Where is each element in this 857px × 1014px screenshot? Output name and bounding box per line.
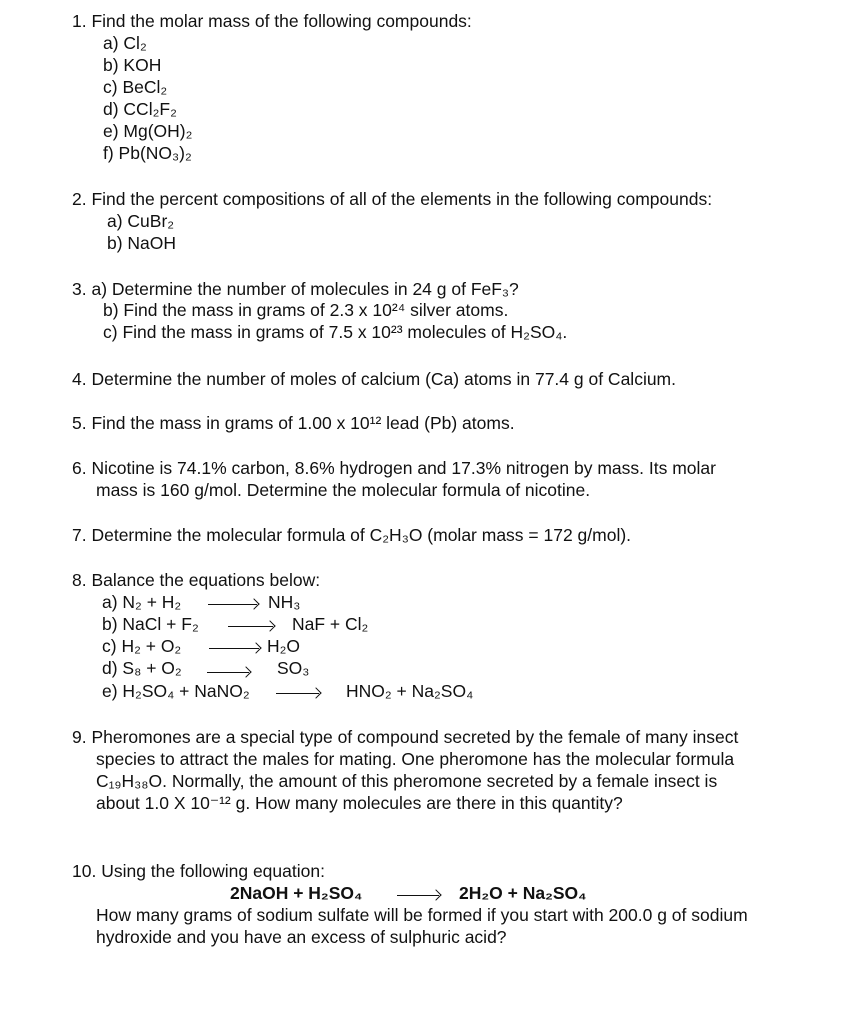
equation-b-products: NaF + Cl₂ xyxy=(292,614,369,634)
equation-e-products: HNO₂ + Na₂SO₄ xyxy=(346,681,474,701)
question-2-item-a: a) CuBr₂ xyxy=(107,211,175,231)
equation-b-reactants: b) NaCl + F₂ xyxy=(102,614,199,634)
question-9-line-4: about 1.0 X 10⁻¹² g. How many molecules are there in this quantity? xyxy=(96,793,623,813)
question-1-item-a: a) Cl₂ xyxy=(103,33,147,53)
equation-d-products: SO₃ xyxy=(277,658,310,678)
reaction-arrow-icon xyxy=(208,604,257,605)
reaction-arrow-icon xyxy=(209,648,259,649)
question-7: 7. Determine the molecular formula of C₂H₃O (molar mass = 172 g/mol). xyxy=(72,525,632,545)
reaction-arrow-icon xyxy=(207,672,249,673)
reaction-arrow-icon xyxy=(228,626,273,627)
question-10-line-2: hydroxide and you have an excess of sulphuric acid? xyxy=(96,927,507,947)
equation-c-products: H₂O xyxy=(267,636,301,656)
question-1-item-e: e) Mg(OH)₂ xyxy=(103,121,193,141)
equation-d-reactants: d) S₈ + O₂ xyxy=(102,658,182,678)
question-1-stem: 1. Find the molar mass of the following compounds: xyxy=(72,11,472,31)
reaction-arrow-icon xyxy=(276,693,319,694)
question-2-item-b: b) NaOH xyxy=(107,233,177,253)
question-9-line-1: 9. Pheromones are a special type of compound secreted by the female of many insect xyxy=(72,727,739,747)
question-6-line-1: 6. Nicotine is 74.1% carbon, 8.6% hydrogen and 17.3% nitrogen by mass. Its molar xyxy=(72,458,716,478)
question-10-stem: 10. Using the following equation: xyxy=(72,861,325,881)
question-1-item-f: f) Pb(NO₃)₂ xyxy=(103,143,192,163)
question-2-stem: 2. Find the percent compositions of all of the elements in the following compounds: xyxy=(72,189,713,209)
question-3-part-b: b) Find the mass in grams of 2.3 x 10²⁴ silver atoms. xyxy=(103,300,509,320)
question-8-stem: 8. Balance the equations below: xyxy=(72,570,321,590)
equation-a-products: NH₃ xyxy=(268,592,301,612)
equation-a-reactants: a) N₂ + H₂ xyxy=(102,592,182,612)
question-6-line-2: mass is 160 g/mol. Determine the molecular formula of nicotine. xyxy=(96,480,591,500)
question-9-line-2: species to attract the males for mating. One pheromone has the molecular formula xyxy=(96,749,735,769)
question-9-line-3: C₁₉H₃₈O. Normally, the amount of this pheromone secreted by a female insect is xyxy=(96,771,718,791)
question-3-part-c: c) Find the mass in grams of 7.5 x 10²³ molecules of H₂SO₄. xyxy=(103,322,568,342)
question-1-item-c: c) BeCl₂ xyxy=(103,77,168,97)
reaction-arrow-icon xyxy=(397,895,439,896)
equation-e-reactants: e) H₂SO₄ + NaNO₂ xyxy=(102,681,250,701)
equation-c-reactants: c) H₂ + O₂ xyxy=(102,636,182,656)
question-4: 4. Determine the number of moles of calcium (Ca) atoms in 77.4 g of Calcium. xyxy=(72,369,676,389)
question-1-item-b: b) KOH xyxy=(103,55,162,75)
equation-products: 2H₂O + Na₂SO₄ xyxy=(459,883,587,903)
question-5: 5. Find the mass in grams of 1.00 x 10¹² lead (Pb) atoms. xyxy=(72,413,515,433)
equation-reactants: 2NaOH + H₂SO₄ xyxy=(230,883,363,903)
question-10-line-1: How many grams of sodium sulfate will be formed if you start with 200.0 g of sodium xyxy=(96,905,748,925)
question-1-item-d: d) CCl₂F₂ xyxy=(103,99,177,119)
question-3-part-a: 3. a) Determine the number of molecules in 24 g of FeF₃? xyxy=(72,279,519,299)
